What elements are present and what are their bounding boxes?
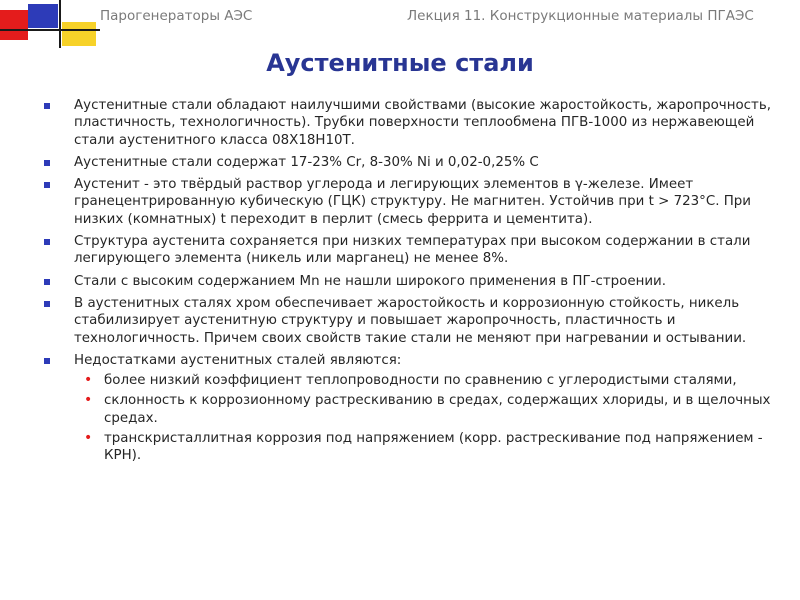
sub-bullet-text: склонность к коррозионному растрескиванию в средах, содержащих хлориды, и в щелочных средах. (104, 393, 771, 426)
round-bullet-icon: • (84, 430, 93, 447)
bullet-item (42, 273, 772, 290)
slide-title: Аустенитные стали (266, 49, 534, 77)
logo-red-square (0, 10, 28, 40)
sub-bullet-text: более низкий коэффициент теплопроводности по сравнению с углеродистыми сталями, (104, 373, 737, 389)
sub-bullet-item (74, 392, 772, 427)
square-bullet-icon (44, 182, 50, 188)
bullet-text: В аустенитных сталях хром обеспечивает жаростойкость и коррозионную стойкость, никель стабилизирует аустенитную структуру и повышает жаропрочность, пластичность и технологичность. Причем своих свойств такие стали не меняют при нагревании и остывании. (74, 295, 747, 346)
slide-content (42, 97, 772, 470)
bullet-item (42, 233, 772, 268)
bullet-text: Аустенитные стали содержат 17-23% Cr, 8-30% Ni и 0,02-0,25% C (74, 154, 539, 170)
sub-bullet-list (74, 372, 772, 464)
round-bullet-icon: • (84, 372, 93, 389)
logo-horizontal-line (0, 29, 100, 31)
bullet-text: Аустенит - это твёрдый раствор углерода и легирующих элементов в γ-железе. Имеет гранецентрированную кубическую (ГЦК) структуру. Не магнитен. Устойчив при t > 723°С. При низких (комнатных) t переходит в перлит (смесь феррита и цементита). (74, 177, 751, 227)
bullet-text: Структура аустенита сохраняется при низких температурах при высоком содержании в стали легирующего элемента (никель или марганец) не менее 8%. (74, 234, 751, 267)
square-bullet-icon (44, 301, 50, 307)
sub-bullet-item (74, 372, 772, 389)
bullet-item (42, 295, 772, 347)
logo-vertical-line (59, 0, 61, 48)
square-bullet-icon (44, 239, 50, 245)
header-course: Парогенераторы АЭС (100, 8, 253, 24)
bullet-item (42, 97, 772, 149)
square-bullet-icon (44, 160, 50, 166)
square-bullet-icon (44, 358, 50, 364)
sub-bullet-item (74, 430, 772, 465)
sub-bullet-text: транскристаллитная коррозия под напряжением (корр. растрескивание под напряжением - КРН). (104, 431, 763, 464)
bullet-item (42, 154, 772, 171)
logo-squares (0, 0, 100, 48)
bullet-text: Стали с высоким содержанием Mn не нашли широкого применения в ПГ-строении. (74, 273, 667, 289)
square-bullet-icon (44, 279, 50, 285)
bullet-text: Недостатками аустенитных сталей являются: (74, 352, 402, 368)
bullet-text: Аустенитные стали обладают наилучшими свойствами (высокие жаростойкость, жаропрочность, пластичность, технологичность). Трубки поверхности теплообмена ПГВ-1000 из нержавеющей стали аустенитного класса 08Х18Н10Т. (74, 98, 771, 148)
bullet-list (42, 97, 772, 465)
logo-blue-square (28, 4, 58, 28)
round-bullet-icon: • (84, 392, 93, 409)
header-lecture: Лекция 11. Конструкционные материалы ПГАЭС (407, 8, 754, 24)
bullet-item (42, 352, 772, 465)
square-bullet-icon (44, 103, 50, 109)
bullet-item (42, 176, 772, 228)
logo-yellow-square (62, 22, 96, 46)
